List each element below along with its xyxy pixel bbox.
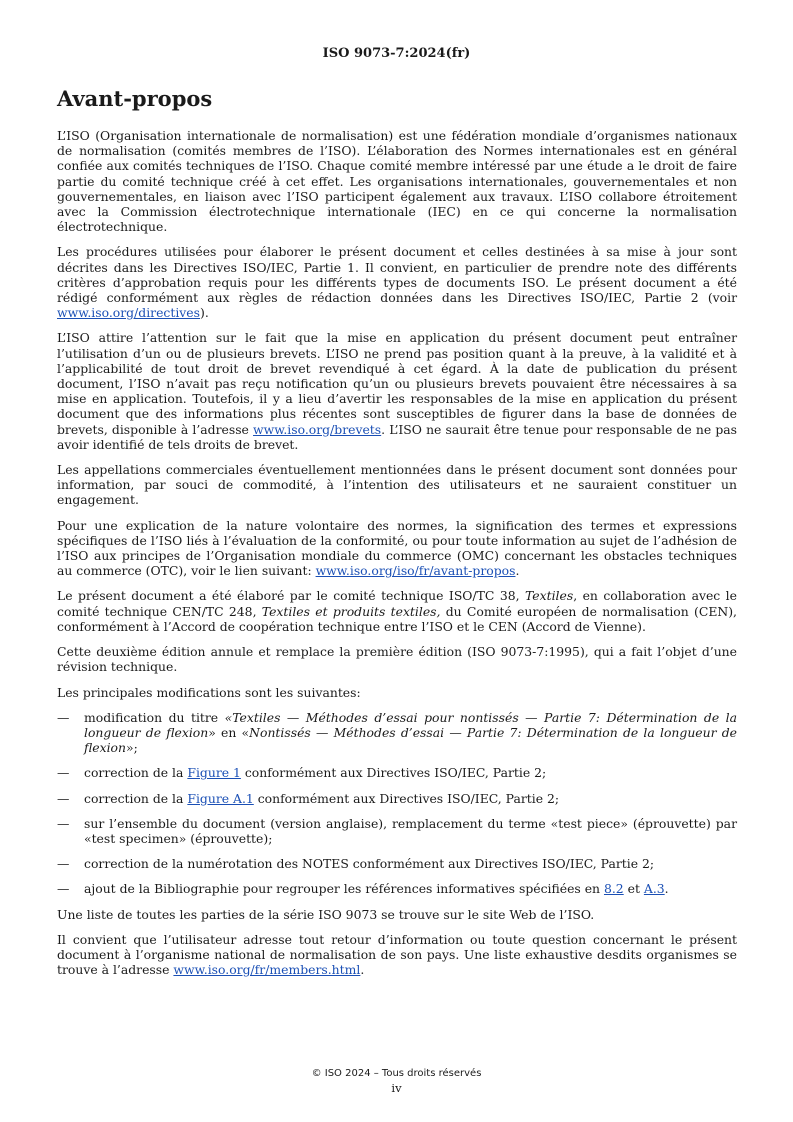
list-item-1-c: »; xyxy=(126,740,138,756)
paragraph-2 xyxy=(57,244,737,320)
page-title: Avant-propos xyxy=(57,86,213,111)
page-number: iv xyxy=(391,1081,402,1095)
list-dash: — xyxy=(57,856,70,872)
paragraph-1: L’ISO (Organisation internationale de normalisation) est une fédération mondiale d’organismes nationaux de normalisation (comités membres de l’ISO). L’élaboration des Normes internationales est en général confiée aux comités techniques de l’ISO. Chaque comité membre intéressé par une étude a le droit de faire partie du comité technique créé à cet effet. Les organisations internationales, gouvernementales et non gouvernementales, en liaison avec l’ISO participent également aux travaux. L’ISO collabore étroitement avec la Commission électrotechnique internationale (IEC) en ce qui concerne la normalisation électrotechnique. xyxy=(57,128,737,235)
list-item-2 xyxy=(57,765,737,780)
paragraph-6-italic-1: Textiles xyxy=(524,588,574,604)
paragraph-2-text: Les procédures utilisées pour élaborer le présent document et celles destinées à sa mise à jour sont décrites dans les Directives ISO/IEC, Partie 1. Il convient, en particulier de prendre note des différents critères d’approbation requis pour les différents types de documents ISO. Le présent document a été rédigé conformément aux règles de rédaction données dans les Directives ISO/IEC, Partie 2 (voir xyxy=(57,244,737,306)
list-item-1-italic-1: «Textiles — Méthodes d’essai pour nontissés — Partie 7: Détermination de la longueur de flexion xyxy=(84,709,737,740)
directives-link[interactable]: www.iso.org/directives xyxy=(57,305,200,321)
section-8-2-link[interactable]: 8.2 xyxy=(603,881,624,897)
document-header: ISO 9073-7:2024(fr) xyxy=(322,46,471,61)
document-body xyxy=(57,128,737,987)
paragraph-6 xyxy=(57,588,737,634)
paragraph-6-italic-2: Textiles et produits textiles, xyxy=(261,603,441,619)
paragraph-5 xyxy=(57,518,737,579)
list-item-2-a: correction de la xyxy=(84,765,188,781)
list-dash: — xyxy=(57,790,70,806)
list-item-3-b: conformément aux Directives ISO/IEC, Partie 2; xyxy=(253,790,560,806)
members-link[interactable]: www.iso.org/fr/members.html xyxy=(173,962,361,978)
list-item-6-b: et xyxy=(623,881,644,897)
list-dash: — xyxy=(57,815,70,831)
list-item-1-b: » en « xyxy=(208,724,250,740)
paragraph-6-c: du Comité européen de normalisation (CEN), conformément à l’Accord de coopération technique entre l’ISO et le CEN (Accord de Vienne). xyxy=(57,603,737,634)
paragraph-9: Une liste de toutes les parties de la série ISO 9073 se trouve sur le site Web de l’ISO. xyxy=(57,906,595,922)
paragraph-3-text: L’ISO attire l’attention sur le fait que la mise en application du présent document peut entraîner l’utilisation d’un ou de plusieurs brevets. L’ISO ne prend pas position quant à la preuve, à la validité et à l’applicabilité de tout droit de brevet revendiqué à cet égard. À la date de publication du présent document, l’ISO n’avait pas reçu notification qu’un ou plusieurs brevets pouvaient être nécessaires à sa mise en application. Toutefois, il y a lieu d’avertir les responsables de la mise en application du présent document que des informations plus récentes sont susceptibles de figurer dans la base de données de brevets, disponible à l’adresse xyxy=(57,330,737,437)
list-item-1-italic-2: Nontissés — Méthodes d’essai — Partie 7: Détermination de la longueur de flexion xyxy=(84,724,738,756)
list-item-6-c: . xyxy=(664,881,669,897)
list-item-6-a: ajout de la Bibliographie pour regrouper les références informatives spécifiées en xyxy=(84,881,604,897)
copyright-notice: © ISO 2024 – Tous droits réservés xyxy=(311,1068,482,1079)
list-dash: — xyxy=(57,709,70,725)
figure-a1-link[interactable]: Figure A.1 xyxy=(187,790,254,806)
list-dash: — xyxy=(57,765,70,781)
paragraph-3-end: . L’ISO ne saurait être tenue pour responsable de ne pas avoir identifié de tels droits de brevet. xyxy=(57,421,737,452)
paragraph-3 xyxy=(57,330,737,452)
list-item-3 xyxy=(57,791,737,806)
list-item-5-text: correction de la numérotation des NOTES conformément aux Directives ISO/IEC, Partie 2; xyxy=(84,856,655,872)
list-item-4-text: sur l’ensemble du document (version anglaise), remplacement du terme «test piece» (éprouvette) par «test specimen» (éprouvette); xyxy=(84,815,737,846)
patents-link[interactable]: www.iso.org/brevets xyxy=(253,421,382,437)
paragraph-8: Les principales modifications sont les suivantes: xyxy=(57,684,361,700)
paragraph-6-a: Le présent document a été élaboré par le comité technique ISO/TC 38, xyxy=(57,588,525,604)
figure-1-link[interactable]: Figure 1 xyxy=(187,765,241,781)
list-item-3-a: correction de la xyxy=(84,790,188,806)
paragraph-10 xyxy=(57,932,737,978)
paragraph-2-end: ). xyxy=(200,305,209,321)
paragraph-5-end: . xyxy=(515,563,520,579)
section-a-3-link[interactable]: A.3 xyxy=(643,881,665,897)
paragraph-10-text: Il convient que l’utilisateur adresse tout retour d’information ou toute question concernant le présent document à l’organisme national de normalisation de son pays. Une liste exhaustive desdits organismes se trouve à l’adresse xyxy=(57,931,737,978)
list-item-6 xyxy=(57,881,737,896)
list-item-1-a: modification du titre xyxy=(84,709,225,725)
paragraph-6-b: , en collaboration avec le comité technique CEN/TC 248, xyxy=(57,588,737,619)
paragraph-7: Cette deuxième édition annule et remplace la première édition (ISO 9073-7:1995), qui a fait l’objet d’une révision technique. xyxy=(57,644,737,675)
list-dash: — xyxy=(57,881,70,897)
paragraph-5-text: Pour une explication de la nature volontaire des normes, la signification des termes et expressions spécifiques de l’ISO liés à l’évaluation de la conformité, ou pour toute information au sujet de l’adhésion de l’ISO aux principes de l’Organisation mondiale du commerce (OMC) concernant les obstacles techniques au commerce (OTC), voir le lien suivant: xyxy=(57,517,737,579)
list-item-4 xyxy=(57,816,737,846)
page-footer xyxy=(0,1067,793,1095)
list-item-1 xyxy=(57,710,737,756)
list-item-5 xyxy=(57,856,737,871)
paragraph-4: Les appellations commerciales éventuellement mentionnées dans le présent document sont données pour information, par souci de commodité, à l’intention des utilisateurs et ne sauraient constituer un engagement. xyxy=(57,462,737,508)
list-item-2-b: conformément aux Directives ISO/IEC, Partie 2; xyxy=(240,765,547,781)
foreword-link[interactable]: www.iso.org/iso/fr/avant-propos xyxy=(315,563,516,579)
paragraph-10-end: . xyxy=(360,962,365,978)
